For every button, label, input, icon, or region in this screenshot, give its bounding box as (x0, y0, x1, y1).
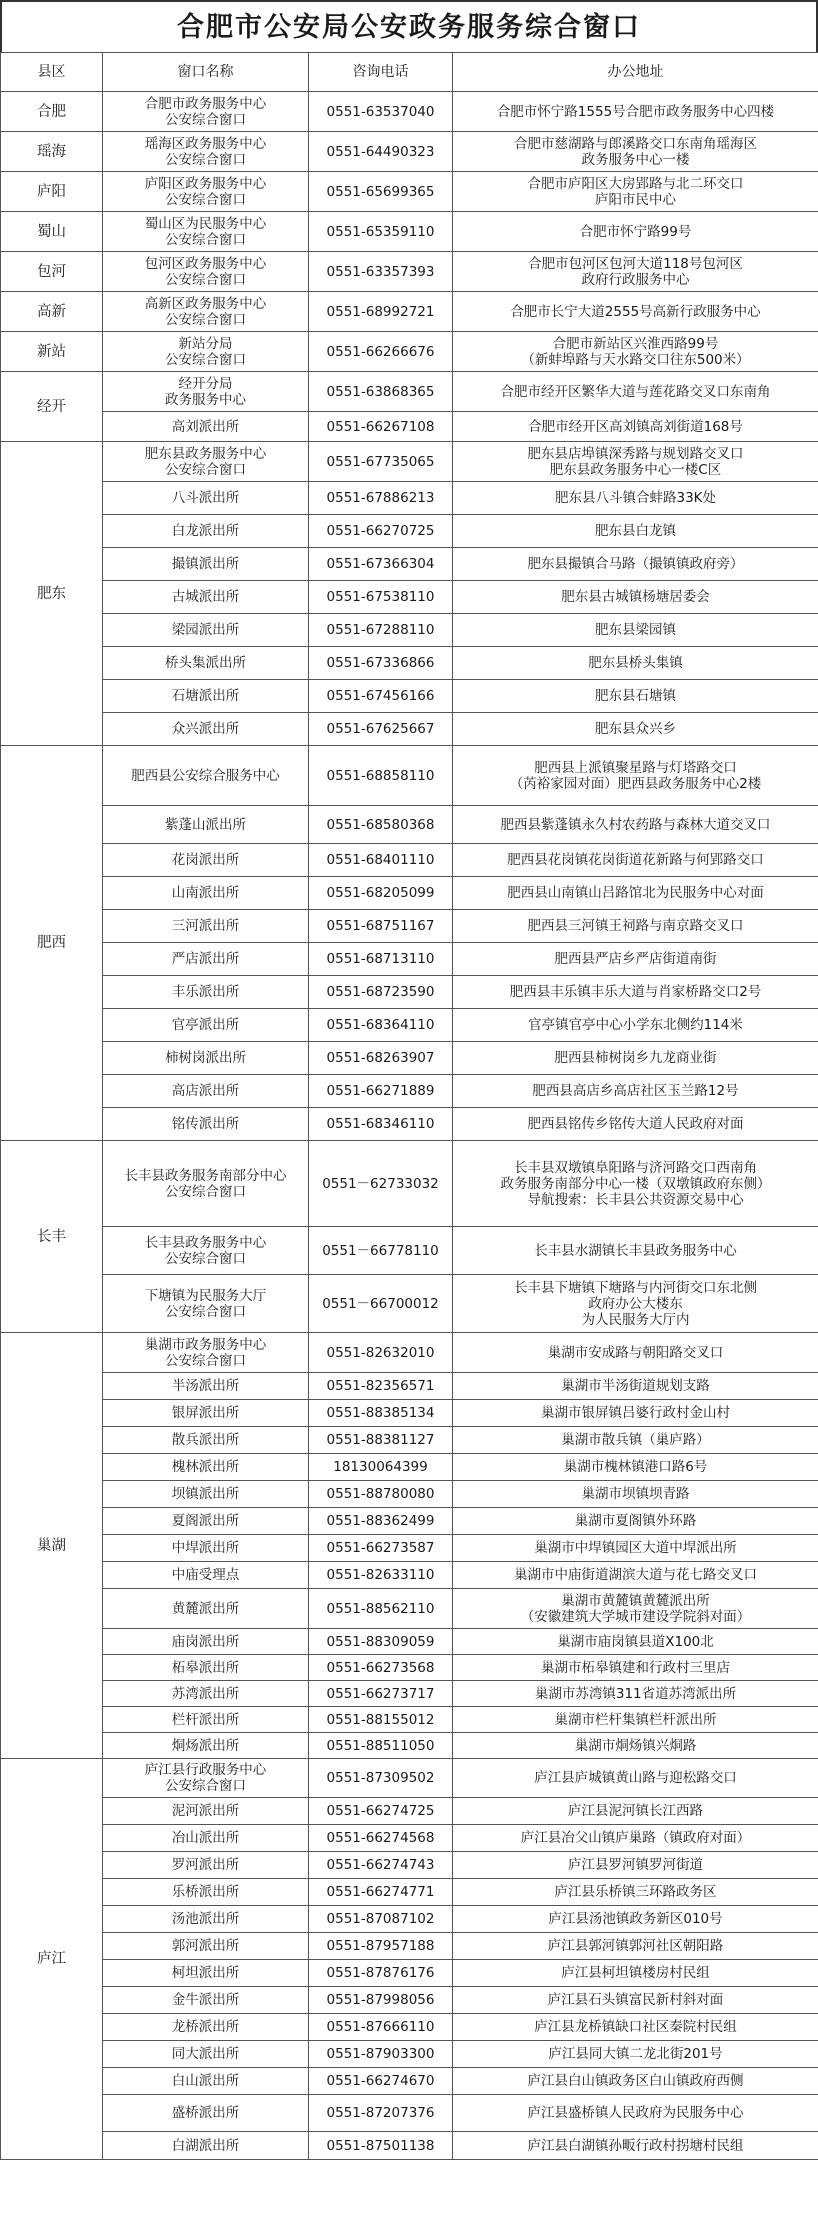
table-row (1, 1227, 818, 1275)
table-row (1, 92, 818, 132)
phone-cell: 0551-67288110 (309, 614, 453, 647)
phone-cell: 0551-68751167 (309, 910, 453, 943)
window-name-cell: 半汤派出所 (103, 1373, 309, 1400)
address-cell: 肥东县石塘镇 (453, 680, 818, 713)
table-row (1, 1009, 818, 1042)
address-cell: 合肥市包河区包河大道118号包河区 政府行政服务中心 (453, 252, 818, 292)
window-name-cell: 紫蓬山派出所 (103, 806, 309, 844)
address-cell: 肥西县铭传乡铭传大道人民政府对面 (453, 1108, 818, 1141)
table-row (1, 1427, 818, 1454)
county-cell: 新站 (1, 332, 103, 372)
phone-cell: 0551-87207376 (309, 2095, 453, 2132)
phone-cell: 0551-87501138 (309, 2132, 453, 2160)
window-name-cell: 同大派出所 (103, 2041, 309, 2068)
address-cell: 肥西县上派镇聚星路与灯塔路交口 （芮裕家园对面）肥西县政务服务中心2楼 (453, 746, 818, 806)
window-name-cell: 汤池派出所 (103, 1906, 309, 1933)
table-row (1, 746, 818, 806)
phone-cell: 0551-63357393 (309, 252, 453, 292)
table-row (1, 877, 818, 910)
phone-cell: 0551-87666110 (309, 2014, 453, 2041)
table-row (1, 412, 818, 442)
window-name-cell: 经开分局 政务服务中心 (103, 372, 309, 412)
window-name-cell: 古城派出所 (103, 581, 309, 614)
address-cell: 肥西县严店乡严店街道南街 (453, 943, 818, 976)
address-cell: 肥东县撮镇合马路（撮镇镇政府旁） (453, 548, 818, 581)
phone-cell: 0551－66700012 (309, 1275, 453, 1333)
phone-cell: 0551-88780080 (309, 1481, 453, 1508)
table-row (1, 844, 818, 877)
address-cell: 合肥市怀宁路99号 (453, 212, 818, 252)
table-row (1, 806, 818, 844)
phone-cell: 0551-66274568 (309, 1825, 453, 1852)
window-name-cell: 花岗派出所 (103, 844, 309, 877)
window-name-cell: 瑶海区政务服务中心 公安综合窗口 (103, 132, 309, 172)
county-cell: 巢湖 (1, 1333, 103, 1759)
window-name-cell: 乐桥派出所 (103, 1879, 309, 1906)
address-cell: 巢湖市中垾镇园区大道中垾派出所 (453, 1535, 818, 1562)
phone-cell: 0551-88562110 (309, 1589, 453, 1629)
address-cell: 庐江县白山镇政务区白山镇政府西侧 (453, 2068, 818, 2095)
address-cell: 巢湖市坝镇坝青路 (453, 1481, 818, 1508)
table-row (1, 713, 818, 746)
window-name-cell: 肥西县公安综合服务中心 (103, 746, 309, 806)
window-name-cell: 散兵派出所 (103, 1427, 309, 1454)
window-name-cell: 铭传派出所 (103, 1108, 309, 1141)
county-cell: 肥西 (1, 746, 103, 1141)
window-name-cell: 坝镇派出所 (103, 1481, 309, 1508)
county-cell: 经开 (1, 372, 103, 442)
window-name-cell: 白龙派出所 (103, 515, 309, 548)
phone-cell: 0551-66271889 (309, 1075, 453, 1108)
table-row (1, 1400, 818, 1427)
window-name-cell: 高刘派出所 (103, 412, 309, 442)
window-name-cell: 中庙受理点 (103, 1562, 309, 1589)
address-cell: 肥西县柿树岗乡九龙商业街 (453, 1042, 818, 1075)
window-name-cell: 高店派出所 (103, 1075, 309, 1108)
phone-cell: 0551-66267108 (309, 412, 453, 442)
phone-cell: 0551-82356571 (309, 1373, 453, 1400)
phone-cell: 0551-66273568 (309, 1655, 453, 1681)
table-row (1, 1655, 818, 1681)
address-cell: 肥西县紫蓬镇永久村农药路与森林大道交叉口 (453, 806, 818, 844)
window-name-cell: 盛桥派出所 (103, 2095, 309, 2132)
table-row (1, 442, 818, 482)
phone-cell: 0551-66274670 (309, 2068, 453, 2095)
phone-cell: 18130064399 (309, 1454, 453, 1481)
window-name-cell: 长丰县政务服务南部分中心 公安综合窗口 (103, 1141, 309, 1227)
table-row (1, 1798, 818, 1825)
address-cell: 巢湖市夏阁镇外环路 (453, 1508, 818, 1535)
address-cell: 庐江县盛桥镇人民政府为民服务中心 (453, 2095, 818, 2132)
table-row (1, 976, 818, 1009)
table-row (1, 1933, 818, 1960)
table-row (1, 1759, 818, 1798)
address-cell: 庐江县同大镇二龙北街201号 (453, 2041, 818, 2068)
header-address: 办公地址 (453, 53, 818, 92)
window-name-cell: 庙岗派出所 (103, 1629, 309, 1655)
window-name-cell: 柿树岗派出所 (103, 1042, 309, 1075)
address-cell: 肥西县三河镇王祠路与南京路交叉口 (453, 910, 818, 943)
table-row (1, 1535, 818, 1562)
table-row (1, 581, 818, 614)
table-row (1, 1960, 818, 1987)
window-name-cell: 罗河派出所 (103, 1852, 309, 1879)
address-cell: 合肥市经开区高刘镇高刘街道168号 (453, 412, 818, 442)
window-name-cell: 三河派出所 (103, 910, 309, 943)
table-row (1, 1589, 818, 1629)
window-name-cell: 严店派出所 (103, 943, 309, 976)
table-row (1, 1508, 818, 1535)
window-name-cell: 苏湾派出所 (103, 1681, 309, 1707)
window-name-cell: 高新区政务服务中心 公安综合窗口 (103, 292, 309, 332)
phone-cell: 0551-68580368 (309, 806, 453, 844)
county-cell: 合肥 (1, 92, 103, 132)
address-cell: 合肥市经开区繁华大道与莲花路交叉口东南角 (453, 372, 818, 412)
county-cell: 庐阳 (1, 172, 103, 212)
address-cell: 庐江县冶父山镇庐巢路（镇政府对面） (453, 1825, 818, 1852)
address-cell: 庐江县郭河镇郭河社区朝阳路 (453, 1933, 818, 1960)
address-cell: 巢湖市庙岗镇县道X100北 (453, 1629, 818, 1655)
table-row (1, 372, 818, 412)
address-cell: 巢湖市苏湾镇311省道苏湾派出所 (453, 1681, 818, 1707)
phone-cell: 0551-68723590 (309, 976, 453, 1009)
window-name-cell: 庐阳区政务服务中心 公安综合窗口 (103, 172, 309, 212)
table-row (1, 1275, 818, 1333)
window-name-cell: 桥头集派出所 (103, 647, 309, 680)
header-window-name: 窗口名称 (103, 53, 309, 92)
phone-cell: 0551-68713110 (309, 943, 453, 976)
phone-cell: 0551-63537040 (309, 92, 453, 132)
phone-cell: 0551-68346110 (309, 1108, 453, 1141)
table-row (1, 1481, 818, 1508)
phone-cell: 0551-67366304 (309, 548, 453, 581)
address-cell: 巢湖市烔炀镇兴烔路 (453, 1733, 818, 1759)
window-name-cell: 夏阁派出所 (103, 1508, 309, 1535)
window-name-cell: 包河区政务服务中心 公安综合窗口 (103, 252, 309, 292)
table-row (1, 172, 818, 212)
window-name-cell: 丰乐派出所 (103, 976, 309, 1009)
table-row (1, 2068, 818, 2095)
table-row (1, 614, 818, 647)
window-name-cell: 石塘派出所 (103, 680, 309, 713)
phone-cell: 0551-68364110 (309, 1009, 453, 1042)
window-name-cell: 槐林派出所 (103, 1454, 309, 1481)
county-cell: 庐江 (1, 1759, 103, 2160)
address-cell: 长丰县下塘镇下塘路与内河街交口东北侧 政府办公大楼东 为人民服务大厅内 (453, 1275, 818, 1333)
phone-cell: 0551-88511050 (309, 1733, 453, 1759)
phone-cell: 0551-87087102 (309, 1906, 453, 1933)
address-cell: 合肥市新站区兴淮西路99号 （新蚌埠路与天水路交口往东500米） (453, 332, 818, 372)
table-row (1, 1108, 818, 1141)
table-row (1, 1075, 818, 1108)
table-row (1, 2132, 818, 2160)
table-row (1, 680, 818, 713)
window-name-cell: 栏杆派出所 (103, 1707, 309, 1733)
address-cell: 肥东县梁园镇 (453, 614, 818, 647)
address-cell: 肥东县众兴乡 (453, 713, 818, 746)
phone-cell: 0551-67336866 (309, 647, 453, 680)
county-cell: 长丰 (1, 1141, 103, 1333)
table-row (1, 647, 818, 680)
phone-cell: 0551-88385134 (309, 1400, 453, 1427)
phone-cell: 0551-66266676 (309, 332, 453, 372)
phone-cell: 0551-88381127 (309, 1427, 453, 1454)
table-row (1, 1141, 818, 1227)
phone-cell: 0551-68992721 (309, 292, 453, 332)
phone-cell: 0551-66273587 (309, 1535, 453, 1562)
address-cell: 合肥市长宁大道2555号高新行政服务中心 (453, 292, 818, 332)
phone-cell: 0551-65699365 (309, 172, 453, 212)
phone-cell: 0551-68205099 (309, 877, 453, 910)
table-row (1, 1906, 818, 1933)
table-row (1, 252, 818, 292)
window-name-cell: 中垾派出所 (103, 1535, 309, 1562)
table-row (1, 1042, 818, 1075)
service-window-table (0, 52, 818, 2160)
address-cell: 长丰县水湖镇长丰县政务服务中心 (453, 1227, 818, 1275)
address-cell: 庐江县汤池镇政务新区010号 (453, 1906, 818, 1933)
phone-cell: 0551-67625667 (309, 713, 453, 746)
table-row (1, 1987, 818, 2014)
address-cell: 巢湖市中庙街道湖滨大道与花七路交叉口 (453, 1562, 818, 1589)
address-cell: 庐江县柯坦镇楼房村民组 (453, 1960, 818, 1987)
phone-cell: 0551-67456166 (309, 680, 453, 713)
address-cell: 肥东县八斗镇合蚌路33K处 (453, 482, 818, 515)
table-row (1, 332, 818, 372)
phone-cell: 0551-66274725 (309, 1798, 453, 1825)
address-cell: 巢湖市散兵镇（巢庐路） (453, 1427, 818, 1454)
address-cell: 庐江县石头镇富民新村斜对面 (453, 1987, 818, 2014)
address-cell: 长丰县双墩镇阜阳路与济河路交口西南角 政务服务南部分中心一楼（双墩镇政府东侧） 导航搜索：长丰县公共资源交易中心 (453, 1141, 818, 1227)
page-title: 合肥市公安局公安政务服务综合窗口 (0, 0, 818, 52)
phone-cell: 0551-63868365 (309, 372, 453, 412)
phone-cell: 0551-66274743 (309, 1852, 453, 1879)
window-name-cell: 撮镇派出所 (103, 548, 309, 581)
table-row (1, 1852, 818, 1879)
table-row (1, 1733, 818, 1759)
table-row (1, 292, 818, 332)
address-cell: 庐江县白湖镇孙畈行政村拐塘村民组 (453, 2132, 818, 2160)
header-county: 县区 (1, 53, 103, 92)
phone-cell: 0551-87998056 (309, 1987, 453, 2014)
county-cell: 包河 (1, 252, 103, 292)
window-name-cell: 庐江县行政服务中心 公安综合窗口 (103, 1759, 309, 1798)
address-cell: 巢湖市半汤街道规划支路 (453, 1373, 818, 1400)
phone-cell: 0551-88309059 (309, 1629, 453, 1655)
table-row (1, 1454, 818, 1481)
phone-cell: 0551-87309502 (309, 1759, 453, 1798)
address-cell: 合肥市慈湖路与郎溪路交口东南角瑶海区 政务服务中心一楼 (453, 132, 818, 172)
phone-cell: 0551-66270725 (309, 515, 453, 548)
address-cell: 合肥市怀宁路1555号合肥市政务服务中心四楼 (453, 92, 818, 132)
window-name-cell: 长丰县政务服务中心 公安综合窗口 (103, 1227, 309, 1275)
phone-cell: 0551-68401110 (309, 844, 453, 877)
window-name-cell: 金牛派出所 (103, 1987, 309, 2014)
address-cell: 肥西县高店乡高店社区玉兰路12号 (453, 1075, 818, 1108)
table-row (1, 548, 818, 581)
window-name-cell: 柯坦派出所 (103, 1960, 309, 1987)
table-body (1, 92, 818, 2160)
table-row (1, 1825, 818, 1852)
phone-cell: 0551－66778110 (309, 1227, 453, 1275)
window-name-cell: 泥河派出所 (103, 1798, 309, 1825)
window-name-cell: 八斗派出所 (103, 482, 309, 515)
window-name-cell: 白湖派出所 (103, 2132, 309, 2160)
window-name-cell: 梁园派出所 (103, 614, 309, 647)
header-row (1, 53, 818, 92)
table-row (1, 1562, 818, 1589)
table-row (1, 1373, 818, 1400)
table-row (1, 482, 818, 515)
address-cell: 巢湖市槐林镇港口路6号 (453, 1454, 818, 1481)
window-name-cell: 官亭派出所 (103, 1009, 309, 1042)
window-name-cell: 郭河派出所 (103, 1933, 309, 1960)
phone-cell: 0551-66274771 (309, 1879, 453, 1906)
address-cell: 肥西县丰乐镇丰乐大道与肖家桥路交口2号 (453, 976, 818, 1009)
address-cell: 肥东县古城镇杨塘居委会 (453, 581, 818, 614)
window-name-cell: 新站分局 公安综合窗口 (103, 332, 309, 372)
table-row (1, 2041, 818, 2068)
phone-cell: 0551-87957188 (309, 1933, 453, 1960)
phone-cell: 0551-67886213 (309, 482, 453, 515)
window-name-cell: 白山派出所 (103, 2068, 309, 2095)
table-row (1, 1333, 818, 1373)
table-row (1, 1707, 818, 1733)
phone-cell: 0551-68858110 (309, 746, 453, 806)
table-row (1, 132, 818, 172)
window-name-cell: 冶山派出所 (103, 1825, 309, 1852)
phone-cell: 0551－62733032 (309, 1141, 453, 1227)
table-row (1, 1629, 818, 1655)
window-name-cell: 黄麓派出所 (103, 1589, 309, 1629)
phone-cell: 0551-67735065 (309, 442, 453, 482)
phone-cell: 0551-82633110 (309, 1562, 453, 1589)
window-name-cell: 柘皋派出所 (103, 1655, 309, 1681)
table-row (1, 212, 818, 252)
address-cell: 肥东县桥头集镇 (453, 647, 818, 680)
phone-cell: 0551-67538110 (309, 581, 453, 614)
window-name-cell: 肥东县政务服务中心 公安综合窗口 (103, 442, 309, 482)
address-cell: 巢湖市安成路与朝阳路交叉口 (453, 1333, 818, 1373)
table-row (1, 943, 818, 976)
address-cell: 肥东县白龙镇 (453, 515, 818, 548)
phone-cell: 0551-68263907 (309, 1042, 453, 1075)
phone-cell: 0551-82632010 (309, 1333, 453, 1373)
address-cell: 巢湖市栏杆集镇栏杆派出所 (453, 1707, 818, 1733)
window-name-cell: 龙桥派出所 (103, 2014, 309, 2041)
county-cell: 高新 (1, 292, 103, 332)
window-name-cell: 银屏派出所 (103, 1400, 309, 1427)
address-cell: 合肥市庐阳区大房郢路与北二环交口 庐阳市民中心 (453, 172, 818, 212)
address-cell: 官亭镇官亭中心小学东北侧约114米 (453, 1009, 818, 1042)
window-name-cell: 烔炀派出所 (103, 1733, 309, 1759)
phone-cell: 0551-65359110 (309, 212, 453, 252)
table-row (1, 910, 818, 943)
table-row (1, 2095, 818, 2132)
window-name-cell: 蜀山区为民服务中心 公安综合窗口 (103, 212, 309, 252)
table-row (1, 1681, 818, 1707)
county-cell: 蜀山 (1, 212, 103, 252)
address-cell: 巢湖市柘皋镇建和行政村三里店 (453, 1655, 818, 1681)
window-name-cell: 巢湖市政务服务中心 公安综合窗口 (103, 1333, 309, 1373)
address-cell: 庐江县罗河镇罗河街道 (453, 1852, 818, 1879)
address-cell: 肥东县店埠镇深秀路与规划路交叉口 肥东县政务服务中心一楼C区 (453, 442, 818, 482)
header-phone: 咨询电话 (309, 53, 453, 92)
address-cell: 庐江县泥河镇长江西路 (453, 1798, 818, 1825)
phone-cell: 0551-88155012 (309, 1707, 453, 1733)
phone-cell: 0551-64490323 (309, 132, 453, 172)
window-name-cell: 众兴派出所 (103, 713, 309, 746)
address-cell: 巢湖市黄麓镇黄麓派出所 （安徽建筑大学城市建设学院斜对面） (453, 1589, 818, 1629)
address-cell: 肥西县花岗镇花岗街道花新路与何郢路交口 (453, 844, 818, 877)
window-name-cell: 山南派出所 (103, 877, 309, 910)
address-cell: 庐江县庐城镇黄山路与迎松路交口 (453, 1759, 818, 1798)
address-cell: 肥西县山南镇山吕路馆北为民服务中心对面 (453, 877, 818, 910)
county-cell: 肥东 (1, 442, 103, 746)
address-cell: 庐江县龙桥镇缺口社区秦院村民组 (453, 2014, 818, 2041)
phone-cell: 0551-87876176 (309, 1960, 453, 1987)
table-row (1, 515, 818, 548)
table-row (1, 2014, 818, 2041)
address-cell: 巢湖市银屏镇吕婆行政村金山村 (453, 1400, 818, 1427)
phone-cell: 0551-88362499 (309, 1508, 453, 1535)
county-cell: 瑶海 (1, 132, 103, 172)
address-cell: 庐江县乐桥镇三环路政务区 (453, 1879, 818, 1906)
phone-cell: 0551-87903300 (309, 2041, 453, 2068)
phone-cell: 0551-66273717 (309, 1681, 453, 1707)
window-name-cell: 下塘镇为民服务大厅 公安综合窗口 (103, 1275, 309, 1333)
window-name-cell: 合肥市政务服务中心 公安综合窗口 (103, 92, 309, 132)
table-row (1, 1879, 818, 1906)
